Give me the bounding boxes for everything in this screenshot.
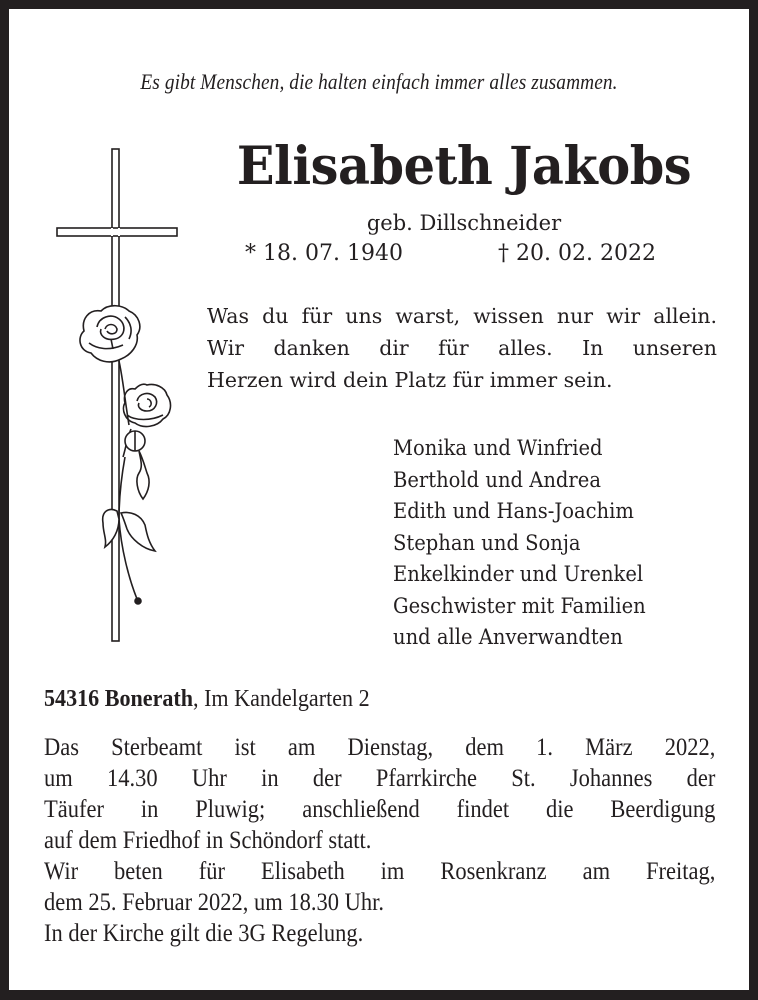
service-line: auf dem Friedhof in Schöndorf statt.: [44, 827, 372, 854]
mourner-entry: Edith und Hans-Joachim: [393, 499, 634, 523]
mourner-entry: und alle Anverwandten: [393, 625, 623, 649]
poem-line: Was du für uns warst, wissen nur wir allein.: [207, 304, 717, 328]
service-line: Täufer in Pluwig; anschließend findet die Beerdigung: [44, 796, 716, 823]
mourner-entry: Geschwister mit Familien: [393, 593, 646, 618]
address-street: , Im Kandelgarten 2: [193, 686, 370, 712]
cross-with-roses-icon: [39, 139, 219, 659]
death-date: † 20. 02. 2022: [498, 241, 656, 266]
poem-line: Wir danken dir für alles. In unseren: [207, 336, 717, 360]
service-line: um 14.30 Uhr in der Pfarrkirche St. Johannes der: [44, 765, 716, 792]
maiden-name: geb. Dillschneider: [366, 211, 562, 235]
birth-date: * 18. 07. 1940: [245, 241, 403, 266]
service-details: [44, 732, 716, 949]
service-line: dem 25. Februar 2022, um 18.30 Uhr.: [44, 889, 384, 916]
service-line: In der Kirche gilt die 3G Regelung.: [44, 920, 364, 947]
mourner-entry: Stephan und Sonja: [393, 530, 581, 555]
mourner-entry: Monika und Winfried: [393, 436, 603, 460]
mourner-entry: Berthold und Andrea: [393, 467, 601, 492]
deceased-name: Elisabeth Jakobs: [236, 136, 692, 197]
service-line: Das Sterbeamt ist am Dienstag, dem 1. März 2022,: [44, 734, 716, 761]
mourners-list: [393, 433, 733, 654]
family-address: [44, 684, 370, 714]
mourner-entry: Enkelkinder und Urenkel: [393, 562, 644, 586]
motto-quote: Es gibt Menschen, die halten einfach immer alles zusammen.: [140, 69, 618, 94]
memorial-poem: [207, 300, 717, 396]
address-city: 54316 Bonerath: [44, 686, 194, 712]
service-line: Wir beten für Elisabeth im Rosenkranz am Freitag,: [44, 858, 716, 885]
poem-line: Herzen wird dein Platz für immer sein.: [207, 368, 613, 392]
obituary-notice: [9, 9, 749, 990]
